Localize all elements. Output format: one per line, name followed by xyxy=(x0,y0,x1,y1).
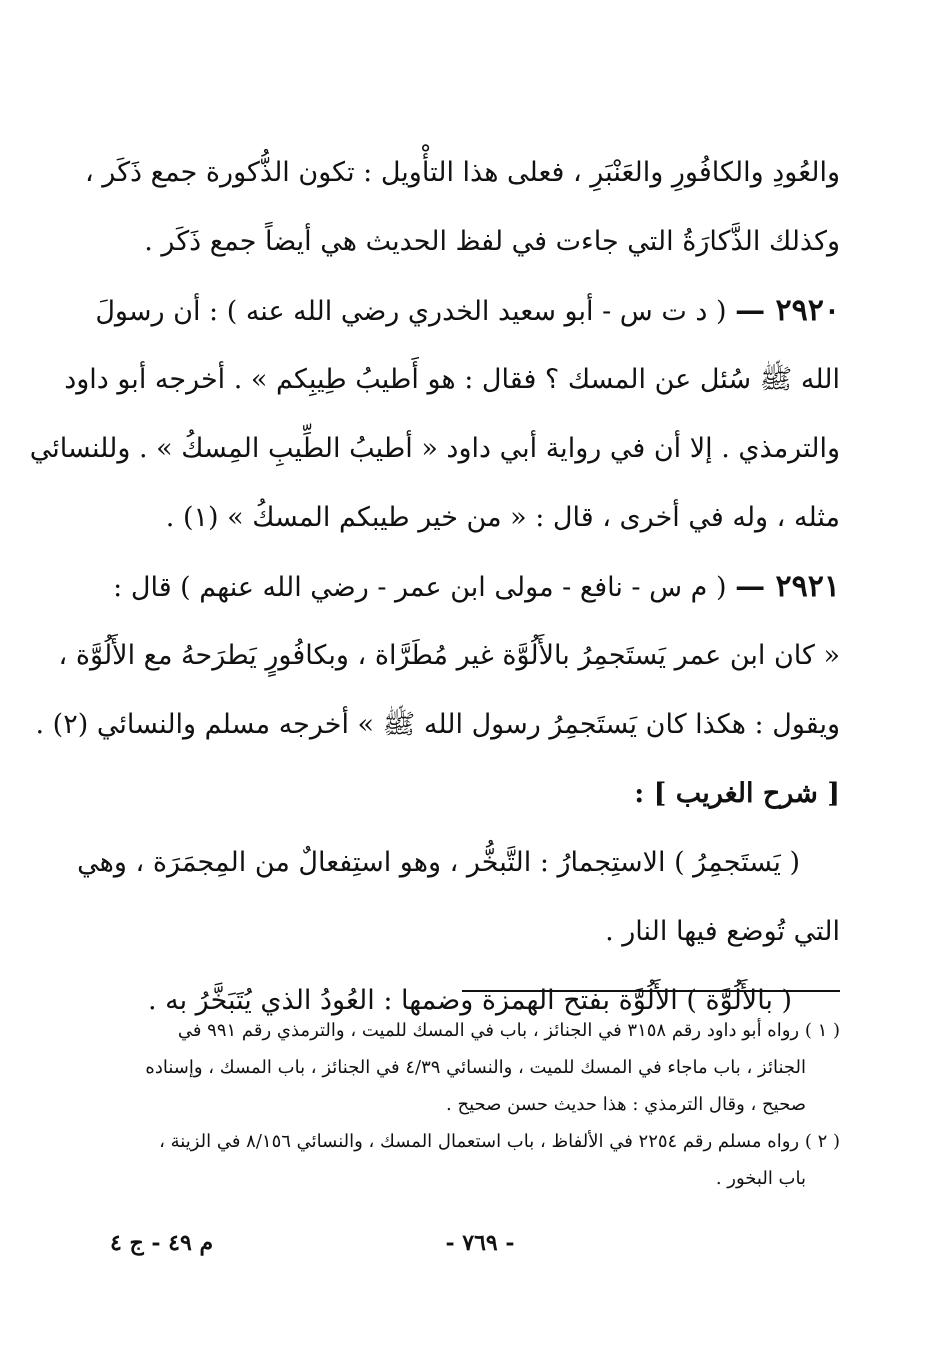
hadith-number: ٢٩٢١ — xyxy=(735,569,840,604)
hadith-text: ( د ت س - أبو سعيد الخدري رضي الله عنه ) : أن رسولَ xyxy=(95,296,727,327)
section-heading: [ شرح الغريب ] : xyxy=(634,778,840,809)
footnote-line: الجنائز ، باب ماجاء في المسك للميت ، والنسائي ٤/٣٩ في الجنائز ، باب المسك ، وإسناده xyxy=(145,1057,806,1078)
footnotes xyxy=(100,1012,840,1197)
page-number: - ٧٦٩ - xyxy=(445,1230,515,1256)
gloss-line: ( بالأَلُوَّة ) الأَلُوَّة بفتح الهمزة وضمها : العُودُ الذي يُتَبَخَّرُ به . xyxy=(147,985,793,1016)
text-line: وكذلك الذَّكارَةُ التي جاءت في لفظ الحديث هي أيضاً جمع ذَكَر . xyxy=(144,226,840,257)
signature-mark: م ٤٩ - ج ٤ xyxy=(110,1230,214,1256)
text-line: ويقول : هكذا كان يَستَجمِرُ رسول الله ﷺ » أخرجه مسلم والنسائي (٢) . xyxy=(35,709,840,740)
text-line: والترمذي . إلا أن في رواية أبي داود « أطيبُ الطِّيبِ المِسكُ » . وللنسائي xyxy=(29,433,840,464)
footnote-separator xyxy=(462,990,840,992)
main-text xyxy=(29,138,840,1035)
hadith-number: ٢٩٢٠ — xyxy=(735,293,840,328)
gloss-line: ( يَستَجمِرُ ) الاستِجمارُ : التَّبخُّر ، وهو استِفعالٌ من المِجمَرَة ، وهي xyxy=(77,847,800,878)
footnote-line: ( ٢ ) رواه مسلم رقم ٢٢٥٤ في الألفاظ ، باب استعمال المسك ، والنسائي ٨/١٥٦ في الزينة ، xyxy=(159,1131,840,1152)
hadith-2920-line xyxy=(95,276,840,345)
text-line: الله ﷺ سُئل عن المسك ؟ فقال : هو أَطيبُ طِيبِكم » . أخرجه أبو داود xyxy=(64,364,840,395)
hadith-2921-line xyxy=(100,552,840,621)
text-line: « كان ابن عمر يَستَجمِرُ بالأَلُوَّة غير مُطَرَّاة ، وبكافُورٍ يَطرَحهُ مع الأَلُوَّة ، xyxy=(58,640,840,671)
footnote-line: ( ١ ) رواه أبو داود رقم ٣١٥٨ في الجنائز ، باب في المسك للميت ، والترمذي رقم ٩٩١ في xyxy=(177,1020,840,1041)
gloss-line: التي تُوضع فيها النار . xyxy=(605,916,840,947)
footnote-line: صحيح ، وقال الترمذي : هذا حديث حسن صحيح . xyxy=(446,1094,806,1115)
text-line: والعُودِ والكافُورِ والعَنْبَرِ ، فعلى هذا التأْويل : تكون الذُّكورة جمع ذَكَر ، xyxy=(85,157,840,188)
footnote-line: باب البخور . xyxy=(715,1168,806,1189)
text-line: مثله ، وله في أخرى ، قال : « من خير طيبكم المسكُ » (١) . xyxy=(165,502,840,533)
hadith-text: ( م س - نافع - مولى ابن عمر - رضي الله عنهم ) قال : xyxy=(113,572,727,603)
